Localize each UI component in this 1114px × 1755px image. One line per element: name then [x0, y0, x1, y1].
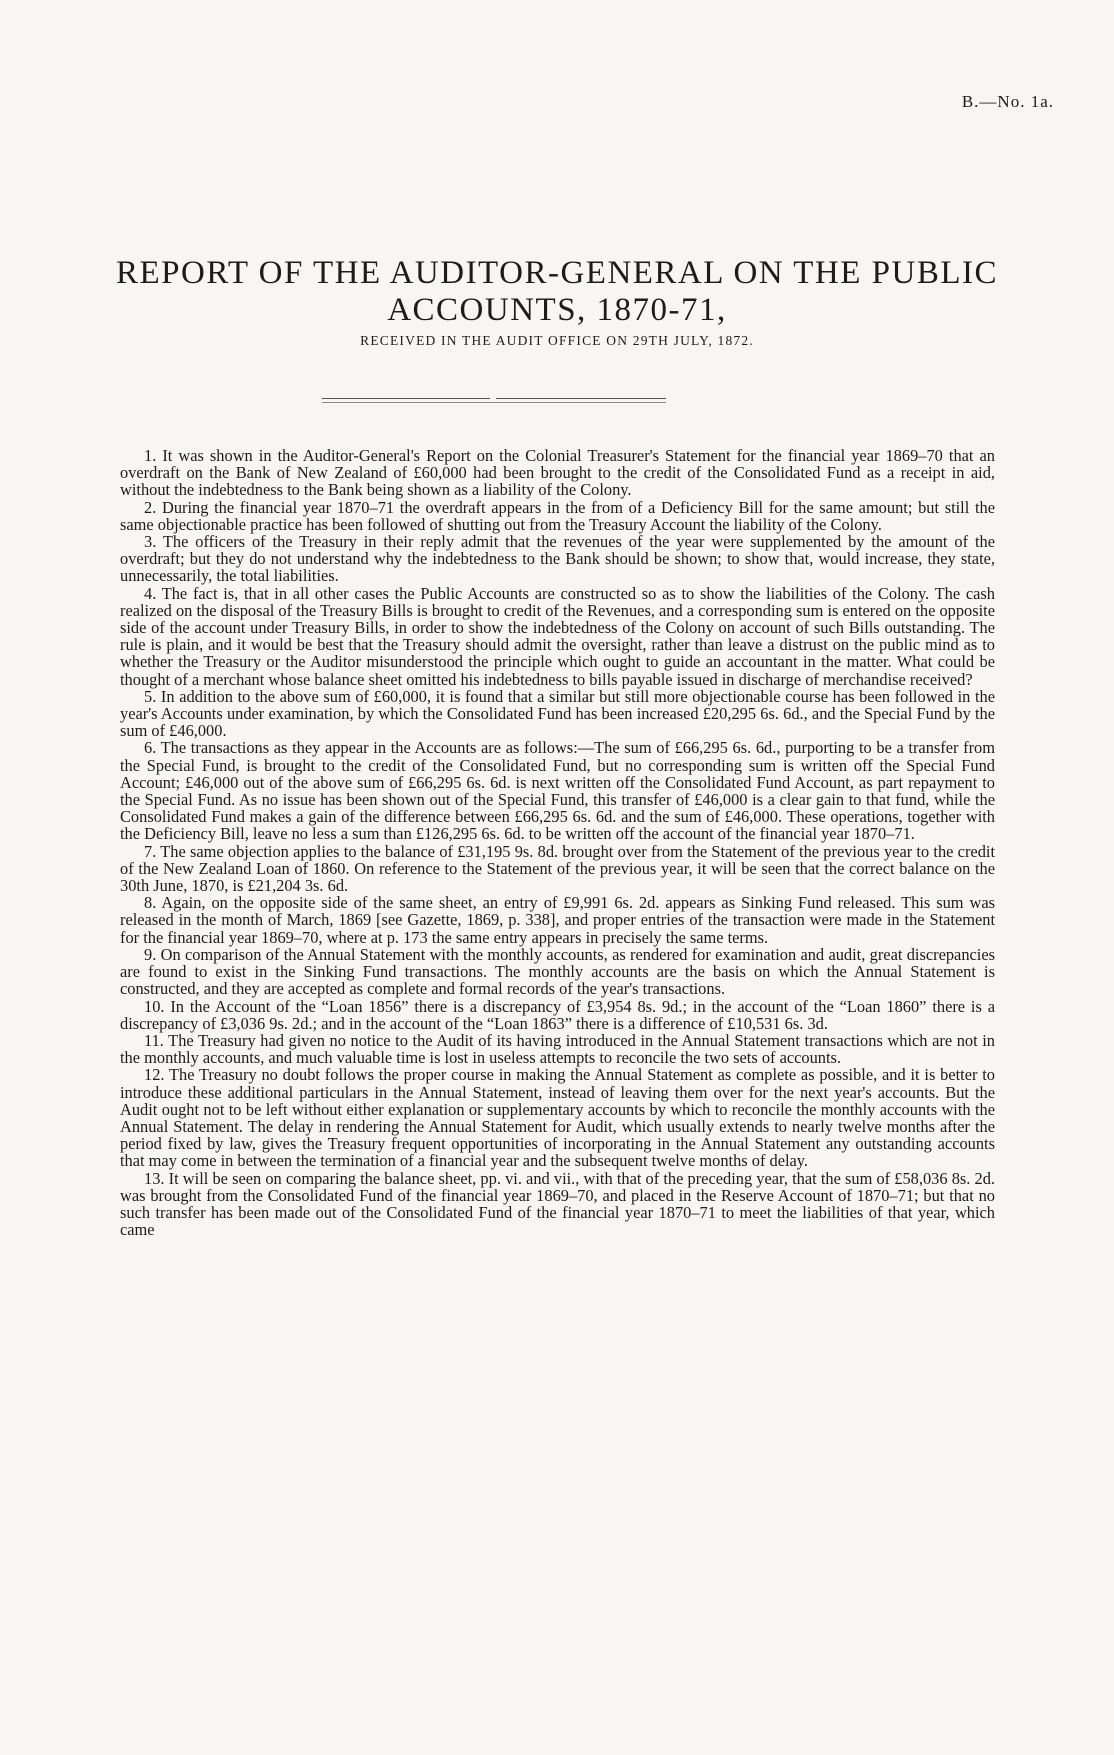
report-title-line-2: ACCOUNTS, 1870-71, — [387, 292, 727, 328]
document-reference: B.—No. 1a. — [961, 92, 1054, 111]
divider-rule-under — [322, 402, 666, 403]
report-title — [0, 255, 1114, 329]
divider-rule-right — [496, 398, 666, 399]
report-title-line-1: REPORT OF THE AUDITOR-GENERAL ON THE PUBLIC — [115, 255, 999, 291]
paragraph-10: 10. In the Account of the “Loan 1856” there is a discrepancy of £3,954 8s. 9d.; in the account of the “Loan 1860” there is a discrepancy of £3,036 9s. 2d.; and in the account of the “Loan 1863” there is a difference of £10,531 6s. 3d. — [120, 996, 995, 1033]
paragraph-2: 2. During the financial year 1870–71 the overdraft appears in the from of a Deficiency Bill for the same amount; but still the same objectionable practice has been followed of shutting out from the Treasury Account the liability of the Colony. — [120, 497, 995, 534]
paragraph-3: 3. The officers of the Treasury in their reply admit that the revenues of the year were supplemented by the amount of the overdraft; but they do not understand why the indebtedness to the Bank should be shown; to show that, would increase, they state, unnecessarily, the total liabilities. — [120, 532, 995, 586]
paragraph-5: 5. In addition to the above sum of £60,000, it is found that a similar but still more objectionable course has been followed in the year's Accounts under examination, by which the Consolidated Fund has been increased £20,295 6s. 6d., and the Special Fund by the sum of £46,000. — [120, 686, 995, 741]
paragraph-9: 9. On comparison of the Annual Statement with the monthly accounts, as rendered for examination and audit, great discrepancies are found to exist in the Sinking Fund transactions. The monthly accounts are the basis on which the Annual Statement is constructed, and they are accepted as complete and formal records of the year's transactions. — [120, 944, 995, 999]
divider-rule-left — [322, 398, 490, 399]
paragraph-7: 7. The same objection applies to the balance of £31,195 9s. 8d. brought over from the Statement of the previous year to the credit of the New Zealand Loan of 1860. On reference to the Statement of the previous year, it will be seen that the correct balance on the 30th June, 1870, is £21,204 3s. 6d. — [120, 841, 995, 896]
paragraph-13: 13. It will be seen on comparing the balance sheet, pp. vi. and vii., with that of the preceding year, that the sum of £58,036 8s. 2d. was brought from the Consolidated Fund of the financial year 1869–70, and placed in the Reserve Account of 1870–71; but that no such transfer has been made out of the Consolidated Fund of the financial year 1870–71 to meet the liabilities of that year, which came — [120, 1168, 995, 1240]
paragraph-4: 4. The fact is, that in all other cases the Public Accounts are constructed so as to show the liabilities of the Colony. The cash realized on the disposal of the Treasury Bills is brought to credit of the Revenues, and a corresponding sum is entered on the opposite side of the account under Treasury Bills, in order to show the indebtedness of the Colony on account of such Bills outstanding. The rule is plain, and it would be best that the Treasury should admit the oversight, rather than leave a distrust on the public mind as to whether the Treasury or the Auditor misunderstood the principle which ought to guide an accountant in the matter. What could be thought of a merchant whose balance sheet omitted his indebtedness to bills payable issued in discharge of merchandise received? — [120, 583, 995, 689]
paragraph-11: 11. The Treasury had given no notice to the Audit of its having introduced in the Annual Statement transactions which are not in the monthly accounts, and much valuable time is lost in useless attempts to reconcile the two sets of accounts. — [120, 1030, 995, 1068]
paragraph-8: 8. Again, on the opposite side of the same sheet, an entry of £9,991 6s. 2d. appears as Sinking Fund released. This sum was released in the month of March, 1869 [see Gazette, 1869, p. 338], and proper entries of the transaction were made in the Statement for the financial year 1869–70, where at p. 173 the same entry appears in precisely the same terms. — [120, 893, 995, 947]
paragraph-1: 1. It was shown in the Auditor-General's Report on the Colonial Treasurer's Statement for the financial year 1869–70 that an overdraft on the Bank of New Zealand of £60,000 had been brought to the credit of the Consolidated Fund as a receipt in aid, without the indebtedness to the Bank being shown as a liability of the Colony. — [120, 446, 995, 500]
report-body — [120, 447, 995, 1238]
paragraph-6: 6. The transactions as they appear in the Accounts are as follows:—The sum of £66,295 6s. 6d., purporting to be a transfer from the Special Fund, is brought to the credit of the Consolidated Fund, but no corresponding sum is written off the Special Fund Account; £46,000 out of the above sum of £66,295 6s. 6d. is next written off the Consolidated Fund Account, as part repayment to the Special Fund. As no issue has been shown out of the Special Fund, this transfer of £46,000 is a clear gain to that fund, while the Consolidated Fund makes a gain of the difference between £66,295 6s. 6d. and the sum of £46,000. These operations, together with the Deficiency Bill, leave no less a sum than £126,295 6s. 6d. to be written off the account of the financial year 1870–71. — [120, 738, 995, 844]
paragraph-12: 12. The Treasury no doubt follows the proper course in making the Annual Statement as complete as possible, and it is better to introduce these additional particulars in the Annual Statement, instead of leaving them over for the next year's accounts. But the Audit ought not to be left without either explanation or supplementary accounts by which to reconcile the monthly accounts with the Annual Statement. The delay in rendering the Annual Statement for Audit, which usually extends to nearly twelve months after the period fixed by law, gives the Treasury frequent opportunities of incorporating in the Annual Statement any outstanding accounts that may come in between the termination of a financial year and the subsequent twelve months of delay. — [120, 1065, 995, 1171]
report-subtitle: RECEIVED IN THE AUDIT OFFICE ON 29TH JULY, 1872. — [360, 333, 754, 348]
